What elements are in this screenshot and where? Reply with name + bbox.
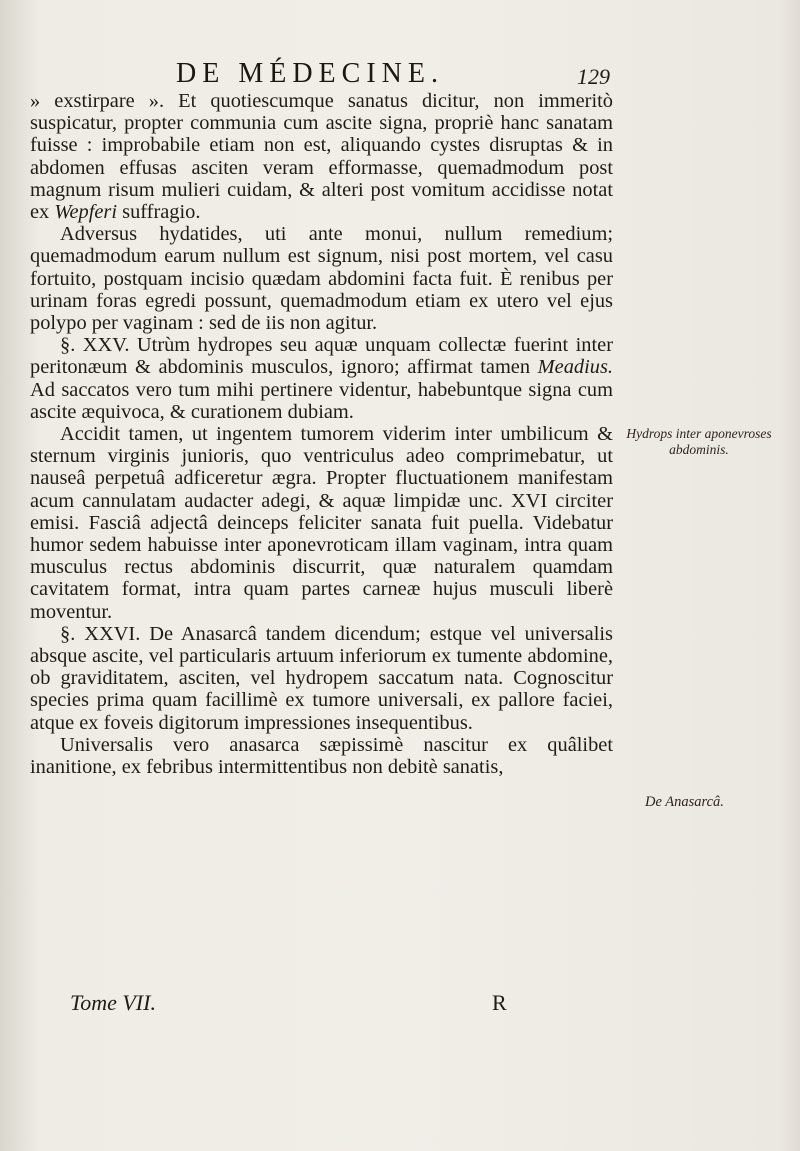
paragraph: [30, 334, 613, 423]
margin-note-hydrops: Hydrops inter aponevroses abdominis.: [626, 426, 772, 457]
page-footer: [70, 990, 530, 1020]
text-run: Universalis vero anasarca sæpissimè nascitur ex quâlibet inanitione, ex febribus intermittentibus non debitè sanatis,: [30, 733, 613, 779]
signature-mark: R: [492, 990, 507, 1015]
running-head: DE MÉDECINE.: [176, 58, 444, 89]
paragraph: [30, 423, 613, 623]
paragraph: [30, 623, 613, 734]
text-run: Ad saccatos vero tum mihi pertinere videntur, habebuntque signa cum ascite æquivoca, & curationem dubiam.: [30, 378, 613, 423]
paragraph: [30, 90, 613, 223]
body-text: [30, 90, 613, 778]
text-run: §. XXVI. De Anasarcâ tandem dicendum; estque vel universalis absque ascite, vel particularis artuum inferiorum ex tumente abdomine, ob graviditatem, asciten, vel hydropem saccatum nata. Cognoscitur species prima quam facillimè ex tumore universali, ex pallore faciei, atque ex foveis digitorum impressiones insequentibus.: [30, 622, 613, 734]
paragraph: [30, 223, 613, 334]
text-run: Accidit tamen, ut ingentem tumorem viderim inter umbilicum & sternum virginis junioris, quo ventriculus adeo comprimebatur, ut nauseâ perpetuâ adficeretur ægra. Propter fluctuationem manifestam acum cannulatam audacter adegi, & aquæ limpidæ unc. XVI circiter emisi. Fasciâ adjectâ deinceps feliciter sanata fuit puella. Videbatur humor sedem habuisse inter aponevroticam illam vaginam, intra quam musculus rectus abdominis discurrit, quæ naturalem quamdam cavitatem format, intra quam partes carneæ hujus musculi liberè moventur.: [30, 423, 613, 623]
margin-note-anasarca: De Anasarcâ.: [645, 794, 724, 810]
italic-name: Wepferi: [54, 201, 118, 224]
paragraph: [30, 734, 613, 778]
text-run: §. XXV. Utrùm hydropes seu aquæ unquam collectæ fuerint inter peritonæum & abdominis musculos, ignoro; affirmat tamen: [30, 334, 613, 379]
text-run: suffragio.: [117, 201, 201, 224]
page-number: 129: [577, 64, 610, 89]
text-run: » exstirpare ». Et quotiescumque sanatus dicitur, non immeritò suspicatur, propter communia cum ascite signa, propriè hanc sanatam fuisse : improbabile etiam non est, aliquando cystes disruptas & in abdomen effusas asciten veram efformasse, quemadmodum post magnum risum mulieri cuidam, & alteri post vomitum accidisse notat ex: [30, 90, 613, 224]
volume-label: Tome VII.: [70, 990, 156, 1015]
italic-name: Meadius.: [537, 356, 613, 379]
text-run: Adversus hydatides, uti ante monui, nullum remedium; quemadmodum earum nullum est signum, nisi post mortem, vel casu fortuito, postquam incisio quædam abdomini facta fuit. È renibus per urinam foras egredi possunt, quemadmodum etiam ex utero vel ejus polypo per vaginam : sed de iis non agitur.: [30, 223, 613, 335]
